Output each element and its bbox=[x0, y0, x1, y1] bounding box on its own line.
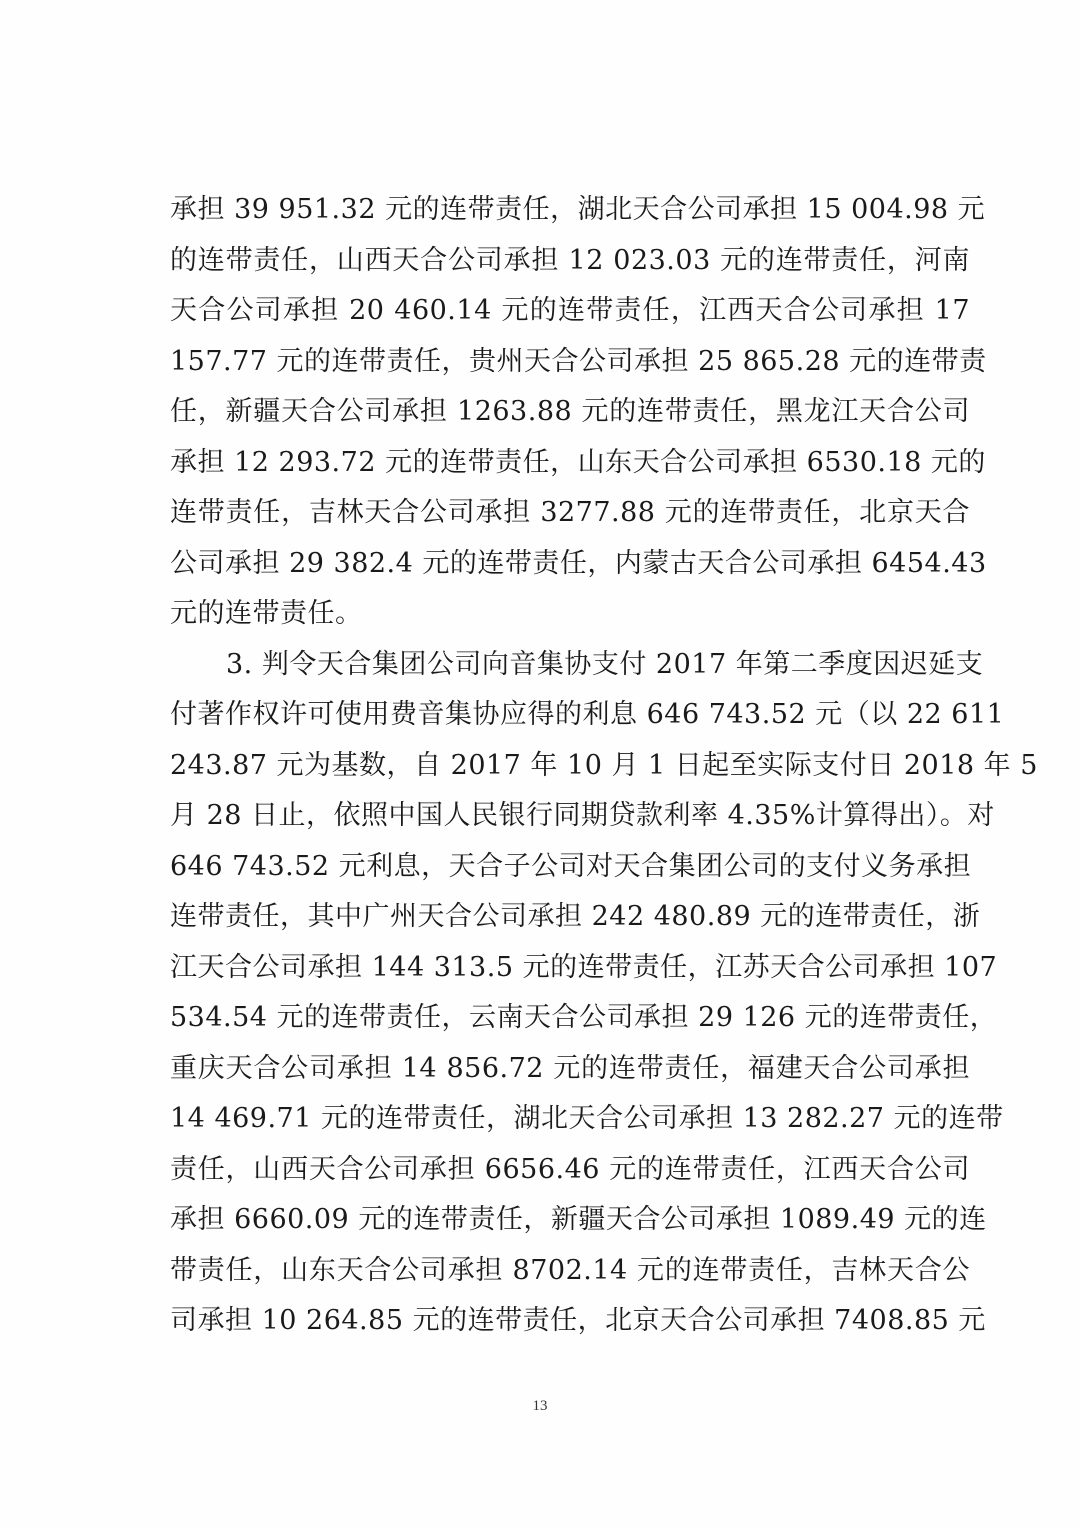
text-line: 连带责任，吉林天合公司承担 3277.88 元的连带责任，北京天合 bbox=[170, 497, 970, 528]
text-line: 连带责任，其中广州天合公司承担 242 480.89 元的连带责任，浙 bbox=[170, 901, 981, 932]
text-line: 的连带责任，山西天合公司承担 12 023.03 元的连带责任，河南 bbox=[170, 244, 970, 276]
document-body bbox=[170, 185, 1038, 1347]
page-number: 13 bbox=[532, 1398, 548, 1414]
text-line: 重庆天合公司承担 14 856.72 元的连带责任，福建天合公司承担 bbox=[170, 1052, 970, 1084]
text-line: 243.87 元为基数，自 2017 年 10 月 1 日起至实际支付日 2018 年 5 bbox=[170, 749, 1038, 781]
text-line: 司承担 10 264.85 元的连带责任，北京天合公司承担 7408.85 元 bbox=[170, 1305, 986, 1336]
text-line: 责任，山西天合公司承担 6656.46 元的连带责任，江西天合公司 bbox=[170, 1153, 970, 1185]
text-line: 月 28 日止，依照中国人民银行同期贷款利率 4.35%计算得出）。对 bbox=[170, 800, 995, 831]
text-line: 任，新疆天合公司承担 1263.88 元的连带责任，黑龙江天合公司 bbox=[170, 396, 970, 427]
text-line: 承担 39 951.32 元的连带责任，湖北天合公司承担 15 004.98 元 bbox=[170, 194, 986, 225]
text-line: 14 469.71 元的连带责任，湖北天合公司承担 13 282.27 元的连带 bbox=[170, 1103, 1004, 1134]
text-line: 元的连带责任。 bbox=[170, 598, 363, 629]
text-line: 3. 判令天合集团公司向音集协支付 2017 年第二季度因迟延支 bbox=[226, 648, 984, 680]
text-line: 付著作权许可使用费音集协应得的利息 646 743.52 元（以 22 611 bbox=[170, 699, 1005, 730]
text-line: 承担 6660.09 元的连带责任，新疆天合公司承担 1089.49 元的连 bbox=[170, 1204, 987, 1235]
text-line: 157.77 元的连带责任，贵州天合公司承担 25 865.28 元的连带责 bbox=[170, 345, 987, 377]
text-line: 公司承担 29 382.4 元的连带责任，内蒙古天合公司承担 6454.43 bbox=[170, 547, 987, 579]
text-line: 646 743.52 元利息，天合子公司对天合集团公司的支付义务承担 bbox=[170, 850, 972, 882]
text-line: 带责任，山东天合公司承担 8702.14 元的连带责任，吉林天合公 bbox=[170, 1254, 970, 1286]
text-line: 534.54 元的连带责任，云南天合公司承担 29 126 元的连带责任， bbox=[170, 1002, 998, 1033]
text-line: 天合公司承担 20 460.14 元的连带责任，江西天合公司承担 17 bbox=[170, 295, 970, 326]
text-line: 承担 12 293.72 元的连带责任，山东天合公司承担 6530.18 元的 bbox=[170, 446, 986, 478]
text-line: 江天合公司承担 144 313.5 元的连带责任，江苏天合公司承担 107 bbox=[170, 951, 998, 983]
